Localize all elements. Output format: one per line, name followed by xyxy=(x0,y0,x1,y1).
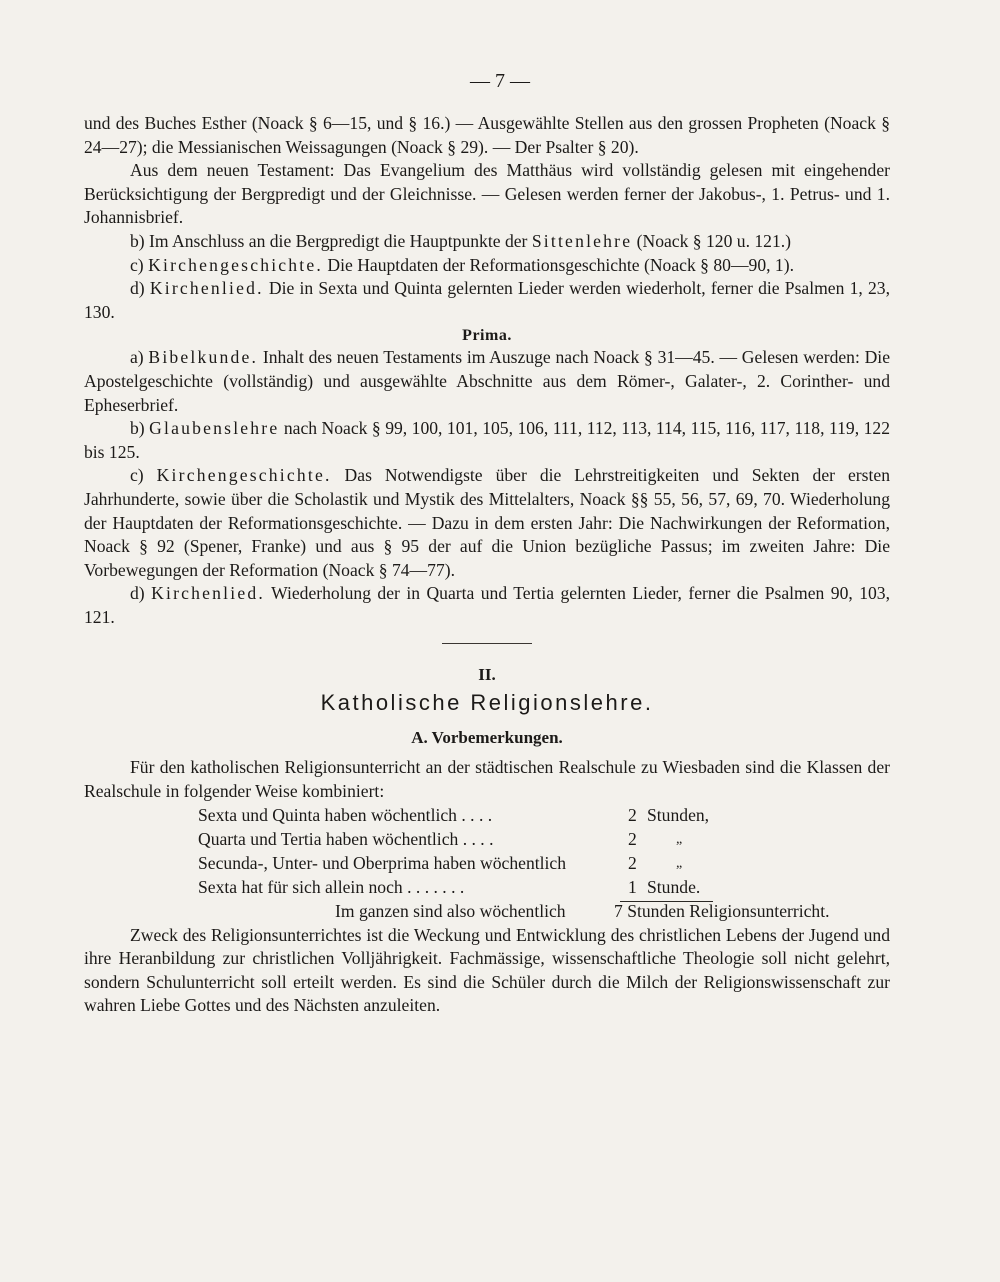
item-text: Inhalt des neuen Testaments im Auszuge nach Noack § 31—45. — Gelesen werden: Die Apostelgeschichte (vollständig) und ausgewählte Abschnitte aus dem Römer-, Galater-, 2. Corinther- und Epheserbrief. xyxy=(84,347,890,415)
total-value: 7 Stunden Religionsunterricht. xyxy=(614,900,830,921)
schedule-count: 1 xyxy=(628,876,637,897)
item-label: d) xyxy=(130,278,150,299)
section-title: Katholische Religionslehre. xyxy=(320,690,654,716)
prima-item-bibelkunde xyxy=(84,346,890,417)
page-body xyxy=(84,112,890,1018)
item-term: Bibelkunde. xyxy=(148,347,259,368)
paragraph-esther: und des Buches Esther (Noack § 6—15, und § 16.) — Ausgewählte Stellen aus den grossen Propheten (Noack § 24—27); die Messianischen Weissagungen (Noack § 29). — Der Psalter § 20). xyxy=(84,113,890,157)
paragraph-new-testament: Aus dem neuen Testament: Das Evangelium des Matthäus wird vollständig gelesen mit eingehender Berücksichtigung der Bergpredigt und der Gleichnisse. — Gelesen werden ferner der Jakobus-, 1. Petrus- und 1. Johannisbrief. xyxy=(84,160,890,228)
total-label: Im ganzen sind also wöchentlich xyxy=(335,900,566,921)
item-text: Das Notwendigste über die Lehrstreitigkeiten und Sekten der ersten Jahrhunderte, sowie über die Scholastik und Mystik des Mittelalters, Noack §§ 55, 56, 57, 69, 70. Wiederholung der Hauptdaten der Reformationsgeschichte. — Dazu in dem ersten Jahr: Die Nachwirkungen der Reformation, Noack § 92 (Spener, Franke) und aus § 95 der auf die Union bezügliche Passus; im zweiten Jahre: Die Vorbewegungen der Reformation (Noack § 74—77). xyxy=(84,465,890,580)
item-text: Die in Sexta und Quinta gelernten Lieder werden wiederholt, ferner die Psalmen 1, 23, 130. xyxy=(84,278,890,322)
schedule-count: 2 xyxy=(628,828,637,849)
item-label: a) xyxy=(130,347,149,368)
schedule-label: Sexta und Quinta haben wöchentlich . . . . xyxy=(198,804,493,825)
item-text: Wiederholung der in Quarta und Tertia gelernten Lieder, ferner die Psalmen 90, 103, 121. xyxy=(84,583,890,627)
schedule-unit: „ xyxy=(676,831,683,847)
schedule-table xyxy=(84,804,890,900)
schedule-unit: Stunde. xyxy=(647,876,701,897)
schedule-label: Quarta und Tertia haben wöchentlich . . . . xyxy=(198,828,494,849)
schedule-row xyxy=(198,852,683,876)
item-label: d) xyxy=(130,583,152,604)
item-text: nach Noack § 99, 100, 101, 105, 106, 111, 112, 113, 114, 115, 116, 117, 118, 119, 122 bis 125. xyxy=(84,418,890,462)
item-term: Glaubenslehre xyxy=(149,418,280,439)
item-kirchengeschichte xyxy=(84,254,890,278)
section-number: II. xyxy=(478,665,496,685)
prima-item-kirchengeschichte xyxy=(84,464,890,582)
subsection-heading: A. Vorbemerkungen. xyxy=(411,728,563,748)
paragraph-purpose: Zweck des Religionsunterrichtes ist die Weckung und Entwicklung des christlichen Lebens der Jugend und ihre Heranbildung zur christlichen Volljährigkeit. Fachmässige, wissenschaftliche Theologie soll nicht gelehrt, sondern Schulunterricht soll erteilt werden. Es sind die Schüler durch die Milch der Religionswissenschaft zur wahren Liebe Gottes und des Nächsten anzuleiten. xyxy=(84,924,890,1016)
section-divider xyxy=(442,643,532,644)
item-sittenlehre xyxy=(84,230,890,254)
schedule-unit: Stunden, xyxy=(647,804,710,825)
schedule-row xyxy=(198,876,701,900)
schedule-label: Sexta hat für sich allein noch . . . . . . . xyxy=(198,876,465,897)
item-term: Kirchenlied. xyxy=(151,583,265,604)
schedule-row xyxy=(198,828,683,852)
schedule-count: 2 xyxy=(628,852,637,873)
item-term: Sittenlehre xyxy=(531,230,633,251)
item-label: b) xyxy=(130,418,150,439)
item-text: (Noack § 120 u. 121.) xyxy=(632,230,792,251)
schedule-label: Secunda-, Unter- und Oberprima haben wöchentlich xyxy=(198,852,567,873)
schedule-count: 2 xyxy=(628,804,637,825)
item-label: c) xyxy=(130,254,149,275)
prima-item-kirchenlied xyxy=(84,582,890,629)
prima-item-glaubenslehre xyxy=(84,417,890,464)
item-term: Kirchenlied. xyxy=(149,278,264,299)
schedule-unit: „ xyxy=(676,855,683,871)
page-number: — 7 — xyxy=(470,70,530,92)
item-label: c) xyxy=(130,465,157,486)
schedule-total xyxy=(84,900,890,924)
paragraph-intro: Für den katholischen Religionsunterricht an der städtischen Realschule zu Wiesbaden sind die Klassen der Realschule in folgender Weise kombiniert: xyxy=(84,757,890,802)
item-label: b) Im Anschluss an die Bergpredigt die Hauptpunkte der xyxy=(130,230,532,251)
prima-heading: Prima. xyxy=(462,327,512,345)
item-text: Die Hauptdaten der Reformationsgeschichte (Noack § 80—90, 1). xyxy=(323,254,794,275)
item-term: Kirchengeschichte. xyxy=(148,254,323,275)
item-kirchenlied xyxy=(84,277,890,324)
schedule-row xyxy=(198,804,710,828)
item-term: Kirchengeschichte. xyxy=(156,465,332,486)
